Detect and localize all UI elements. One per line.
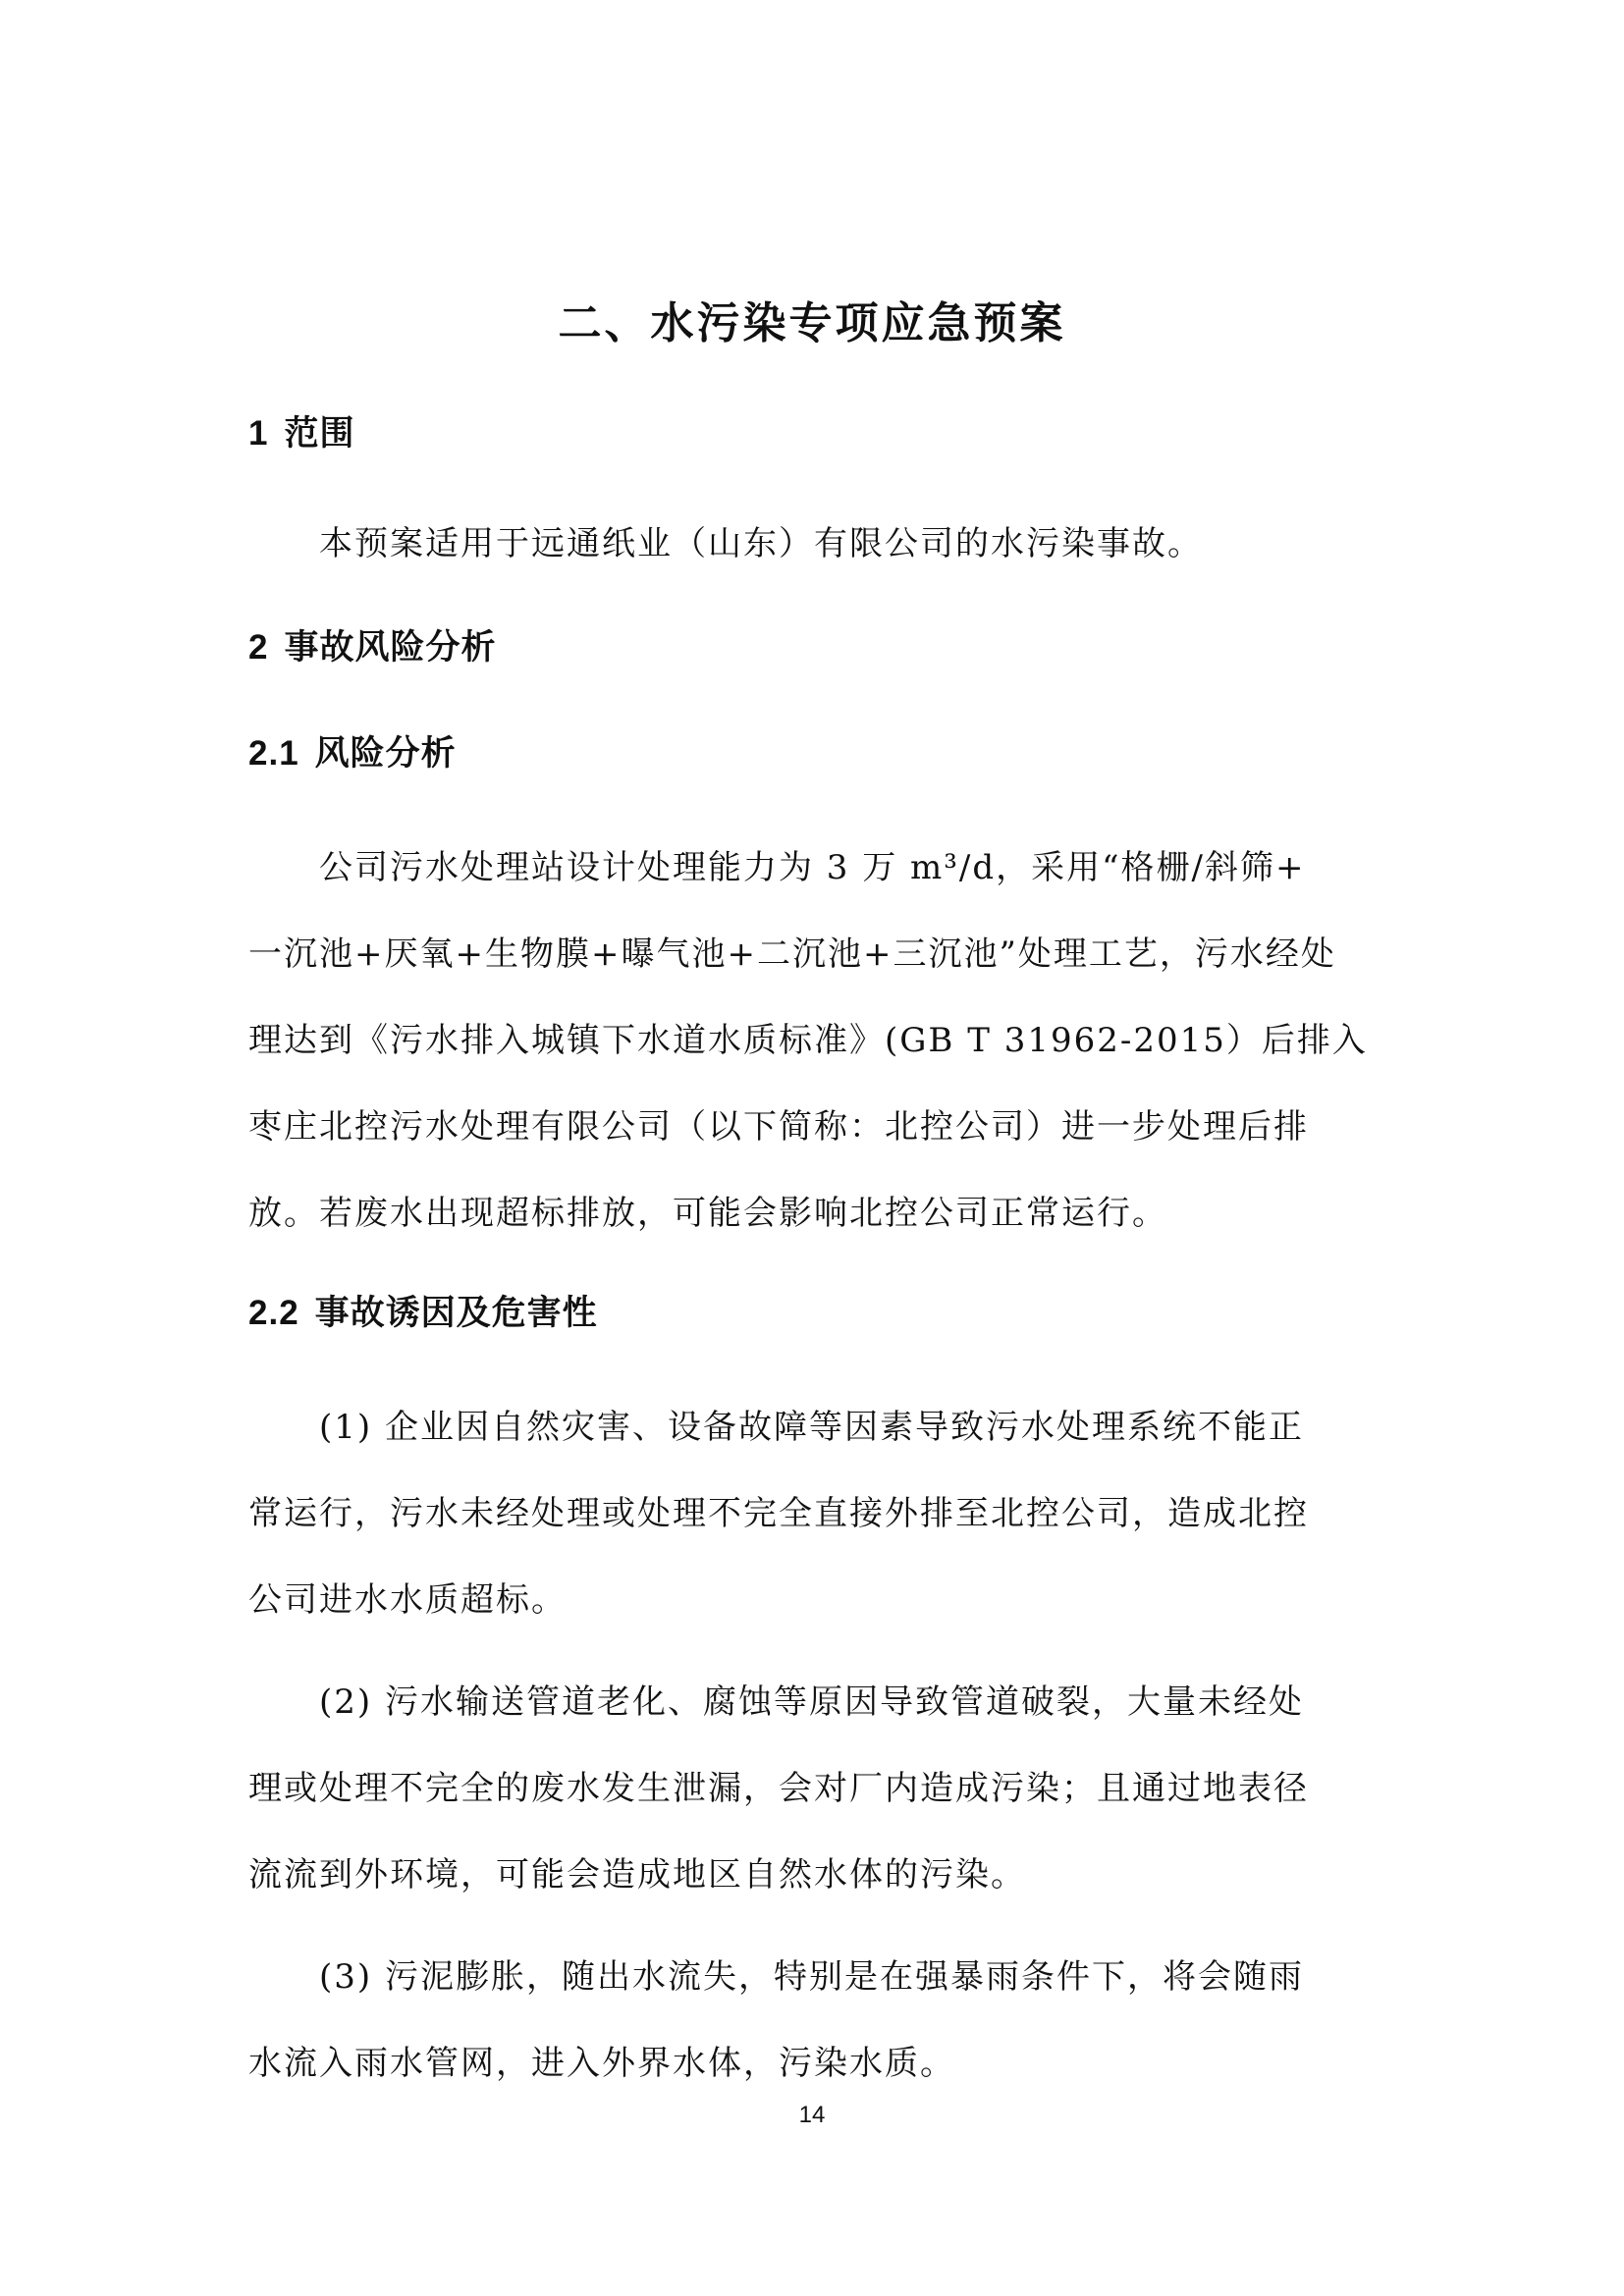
paragraph-line: 水流入雨水管网，进入外界水体，污染水质。 [248,2044,955,2083]
heading-2-1 [248,730,457,777]
paragraph-risk-analysis [248,825,1385,1256]
heading-2-2-number: 2.2 [248,1294,299,1332]
heading-2-number: 2 [248,628,269,667]
page-title: 二、水污染专项应急预案 [558,298,1066,348]
heading-1-number: 1 [248,414,269,453]
paragraph-line: 本预案适用于远通纸业（山东）有限公司的水污染事故。 [319,524,1203,563]
heading-2-1-number: 2.1 [248,734,299,773]
heading-2-text: 事故风险分析 [284,628,497,667]
paragraph-line: 理达到《污水排入城镇下水道水质标准》(GB T 31962-2015）后排入 [248,1021,1368,1060]
paragraph-line: 理或处理不完全的废水发生泄漏，会对厂内造成污染；且通过地表径 [248,1769,1309,1808]
list-item-1 [248,1384,1385,1643]
paragraph-scope [248,501,1385,587]
paragraph-line: (3) 污泥膨胀，随出水流失，特别是在强暴雨条件下，将会随雨 [319,1957,1304,1997]
heading-1 [248,410,354,457]
paragraph-line: 枣庄北控污水处理有限公司（以下简称：北控公司）进一步处理后排 [248,1107,1309,1147]
paragraph-line: 放。若废水出现超标排放，可能会影响北控公司正常运行。 [248,1194,1167,1233]
paragraph-line: 公司进水水质超标。 [248,1580,567,1620]
paragraph-line: (1) 企业因自然灾害、设备故障等因素导致污水处理系统不能正 [319,1408,1304,1447]
list-item-3 [248,1934,1385,2107]
list-item-2 [248,1659,1385,1918]
paragraph-line: (2) 污水输送管道老化、腐蚀等原因导致管道破裂，大量未经处 [319,1682,1304,1722]
page-number: 14 [798,2102,826,2128]
heading-2-2 [248,1290,598,1337]
heading-2-2-text: 事故诱因及危害性 [314,1294,598,1333]
heading-2 [248,624,496,671]
paragraph-line: 公司污水处理站设计处理能力为 3 万 m³/d，采用“格栅/斜筛+ [319,848,1306,887]
paragraph-line: 常运行，污水未经处理或处理不完全直接外排至北控公司，造成北控 [248,1494,1309,1533]
heading-1-text: 范围 [284,414,355,454]
paragraph-line: 一沉池+厌氧+生物膜+曝气池+二沉池+三沉池”处理工艺，污水经处 [248,934,1336,974]
heading-2-1-text: 风险分析 [314,734,457,774]
paragraph-line: 流流到外环境，可能会造成地区自然水体的污染。 [248,1855,1026,1895]
